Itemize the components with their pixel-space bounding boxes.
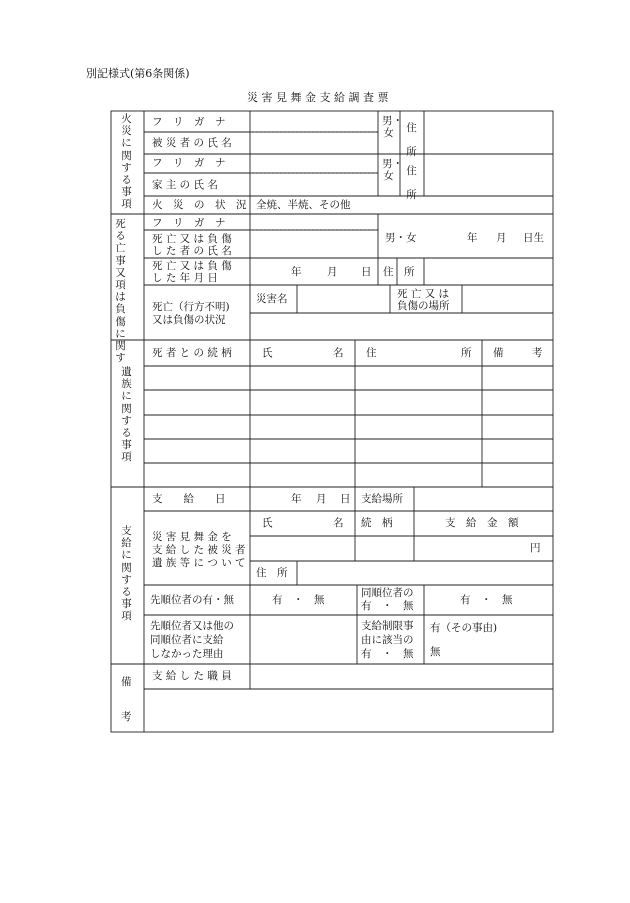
death-date-year-label: 年 — [291, 266, 302, 278]
family-col-name-1: 氏 — [262, 347, 273, 359]
recipients-label-2: 支 給 し た 被 災 者 — [152, 544, 246, 556]
limit-yes: 有（その事由) — [430, 622, 498, 634]
pay-place-label: 支給場所 — [361, 493, 403, 505]
recipients-label-3: 遺 族 等 に つ い て — [152, 557, 246, 569]
pay-amount-label: 支 給 金 額 — [445, 517, 519, 529]
recipient-relation-label: 続 柄 — [361, 517, 393, 529]
section-family-label: 遺族に関する事項 — [121, 366, 132, 464]
birth-day-label: 日生 — [523, 232, 544, 244]
staff-label: 支 給 し た 職 員 — [152, 670, 232, 682]
death-furigana-label: フ リ ガ ナ — [152, 217, 226, 229]
death-date-day-label: 日 — [361, 266, 372, 278]
fire-status-label: 火 災 の 状 況 — [152, 199, 247, 211]
limit-no: 無 — [430, 646, 441, 658]
death-place-label-2: 負傷の場所 — [397, 300, 450, 312]
form-title: 災 害 見 舞 金 支 給 調 査 票 — [247, 91, 389, 104]
family-col-remarks-1: 備 — [493, 347, 504, 359]
yen-label: 円 — [530, 542, 541, 554]
pay-month-label: 月 — [316, 493, 327, 505]
family-col-remarks-2: 考 — [532, 347, 543, 359]
senior-label: 先順位者の有・無 — [150, 594, 234, 606]
death-date-label-2: し た 年 月 日 — [152, 272, 218, 284]
same-rank-label-1: 同順位者の — [361, 587, 414, 599]
section-death-label: 死る亡事又項は負傷に関す — [115, 218, 126, 365]
reason-label-1: 先順位者又は他の — [150, 620, 234, 632]
same-rank-value: 有 ・ 無 — [460, 594, 513, 606]
limit-label-2: 由に該当の — [361, 634, 414, 646]
recipient-name-2: 名 — [333, 517, 344, 529]
recipient-name-1: 氏 — [262, 517, 273, 529]
reason-label-3: しなかった理由 — [150, 648, 224, 660]
fire-status-value: 全焼、半焼、その他 — [256, 199, 351, 211]
section-fire-label: 火災に関する事項 — [121, 113, 132, 211]
fire-furigana-label: フ リ ガ ナ — [152, 116, 226, 128]
fire-head-name-label: 家 主 の 氏 名 — [152, 179, 218, 191]
limit-label-3: 有 ・ 無 — [361, 648, 414, 660]
fire-victim-name-label: 被 災 者 の 氏 名 — [152, 137, 232, 149]
death-place-label-1: 死 亡 又 は — [397, 288, 450, 300]
family-col-name-2: 名 — [333, 347, 344, 359]
section-remarks-label-1: 備 — [121, 676, 132, 688]
pay-day-label: 日 — [340, 493, 351, 505]
same-rank-label-2: 有 ・ 無 — [361, 600, 414, 612]
recipient-address-label: 住 所 — [256, 567, 288, 579]
death-date-label-1: 死 亡 又 は 負 傷 — [152, 260, 232, 272]
death-gender: 男・女 — [385, 232, 417, 244]
senior-value: 有 ・ 無 — [272, 594, 325, 606]
family-col-address-2: 所 — [461, 347, 472, 359]
fire-address-label-1: 住 所 — [406, 122, 428, 158]
pay-date-label: 支 給 日 — [152, 493, 226, 505]
reason-label-2: 同順位者に支給 — [150, 634, 224, 646]
death-status-label-2: 又は負傷の状況 — [152, 314, 226, 326]
section-payment-label: 支給に関する事項 — [121, 525, 132, 623]
family-col-relation: 死 者 と の 続 柄 — [152, 347, 232, 359]
limit-label-1: 支給制限事 — [361, 620, 414, 632]
pay-year-label: 年 — [291, 493, 302, 505]
death-status-label-1: 死亡（行方不明) — [152, 301, 230, 313]
birth-year-label: 年 — [467, 232, 478, 244]
fire-address-label-2: 住 所 — [406, 165, 428, 201]
death-name-label-2: し た 者 の 氏 名 — [152, 245, 232, 257]
section-remarks-label-2: 考 — [121, 711, 132, 723]
disaster-name-label: 災害名 — [256, 293, 288, 305]
birth-month-label: 月 — [496, 232, 507, 244]
fire-gender-2: 男・女 — [382, 158, 403, 183]
death-name-label-1: 死 亡 又 は 負 傷 — [152, 233, 232, 245]
recipients-label-1: 災 害 見 舞 金 を — [152, 531, 232, 543]
death-date-month-label: 月 — [327, 266, 338, 278]
fire-furigana-label-2: フ リ ガ ナ — [152, 157, 226, 169]
family-col-address-1: 住 — [366, 347, 377, 359]
form-label: 別記様式(第6条関係) — [86, 67, 190, 80]
death-address-label: 住 所 — [383, 266, 415, 278]
fire-gender-1: 男・女 — [382, 115, 403, 140]
